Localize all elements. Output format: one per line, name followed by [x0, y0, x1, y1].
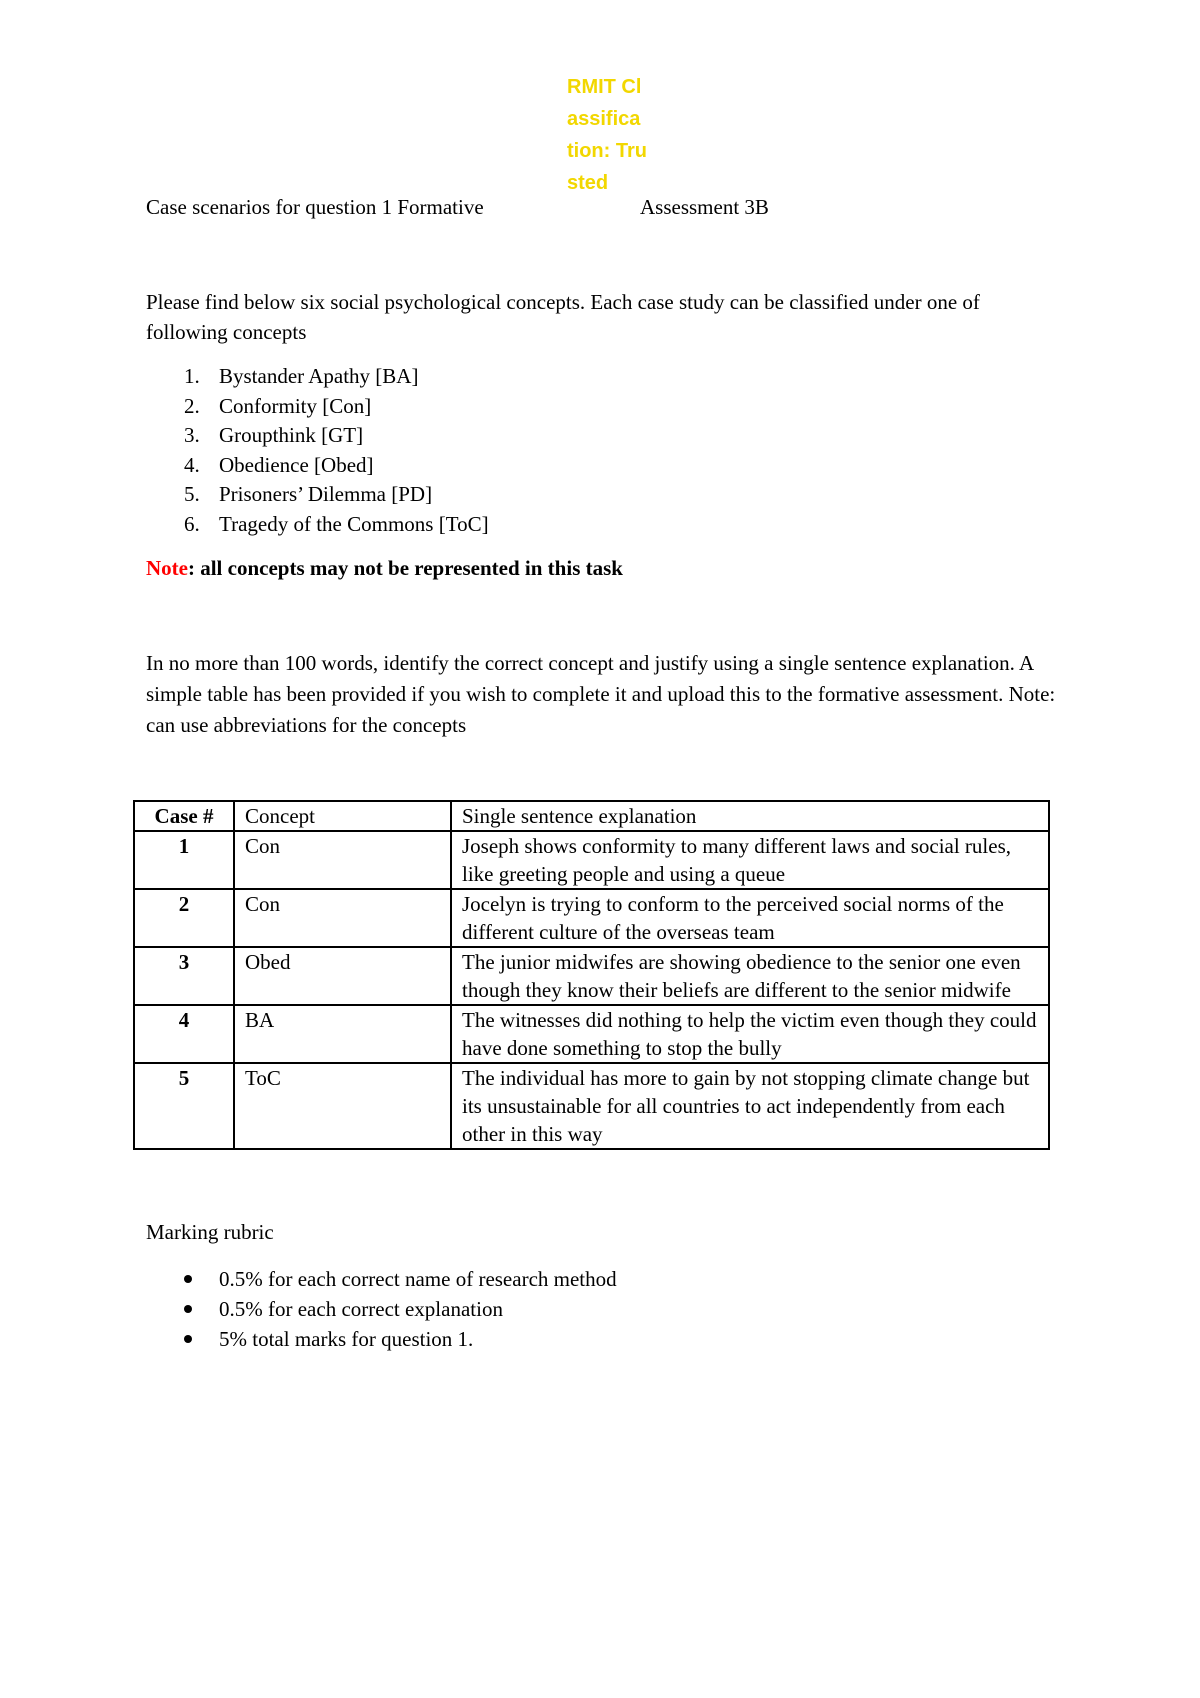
explanation-cell: Jocelyn is trying to conform to the perceived social norms of the different culture of the overseas team [451, 889, 1049, 947]
concept-number: 2. [184, 393, 200, 418]
instructions-paragraph: In no more than 100 words, identify the correct concept and justify using a single sentence explanation. A simple table has been provided if you wish to complete it and upload this to the formative assessment. Note: can use abbreviations for the concepts [146, 651, 1056, 737]
case-number-cell: 5 [134, 1063, 234, 1149]
table-header-row [134, 801, 1049, 831]
explanation-cell: The individual has more to gain by not stopping climate change but its unsustainable for all countries to act independently from each other in this way [451, 1063, 1049, 1149]
explanation-cell: Joseph shows conformity to many different laws and social rules, like greeting people and using a queue [451, 831, 1049, 889]
concept-label: Bystander Apathy [BA] [219, 364, 419, 388]
rubric-item [146, 1264, 617, 1294]
rubric-item-text: 5% total marks for question 1. [219, 1327, 474, 1351]
concept-label: Tragedy of the Commons [ToC] [219, 511, 489, 536]
case-number-cell: 1 [134, 831, 234, 889]
column-header-concept: Concept [234, 801, 451, 831]
concept-number: 4. [184, 452, 200, 477]
note-line [146, 555, 623, 582]
bullet-icon [184, 1275, 192, 1283]
case-number-cell: 3 [134, 947, 234, 1005]
concept-cell: Obed [234, 947, 451, 1005]
table-row [134, 831, 1049, 889]
classification-label: RMIT Classification: Trusted [567, 76, 647, 194]
rubric-item [146, 1324, 617, 1354]
bullet-icon [184, 1305, 192, 1313]
column-header-explanation: Single sentence explanation [451, 801, 1049, 831]
intro-paragraph: Please find below six social psychological concepts. Each case study can be classified under one of following concepts [146, 290, 980, 344]
note-label: Note [146, 556, 188, 580]
rubric-list [146, 1264, 617, 1354]
concept-label: Obedience [Obed] [219, 452, 374, 477]
rubric-item-text: 0.5% for each correct name of research method [219, 1267, 617, 1291]
concept-cell: Con [234, 889, 451, 947]
concept-item [146, 451, 489, 481]
case-number-cell: 2 [134, 889, 234, 947]
column-header-case: Case # [134, 801, 234, 831]
rubric-title: Marking rubric [146, 1220, 274, 1244]
concept-cell: ToC [234, 1063, 451, 1149]
table-row [134, 947, 1049, 1005]
bullet-icon [184, 1335, 192, 1343]
concept-item [146, 362, 489, 392]
concept-cell: BA [234, 1005, 451, 1063]
concept-number: 1. [184, 364, 200, 388]
concept-item [146, 510, 489, 540]
concept-label: Prisoners’ Dilemma [PD] [219, 482, 433, 506]
case-table [133, 800, 1050, 1150]
concept-number: 5. [184, 482, 200, 506]
concept-label: Groupthink [GT] [219, 423, 364, 447]
document-heading-suffix: Assessment 3B [640, 195, 769, 219]
concept-item [146, 392, 489, 422]
table-row [134, 889, 1049, 947]
concept-cell: Con [234, 831, 451, 889]
rubric-item [146, 1294, 617, 1324]
case-number-cell: 4 [134, 1005, 234, 1063]
note-text: : all concepts may not be represented in this task [187, 556, 623, 580]
concept-number: 3. [184, 423, 200, 447]
document-heading: Case scenarios for question 1 Formative [146, 195, 484, 219]
table-row [134, 1005, 1049, 1063]
table-row [134, 1063, 1049, 1149]
concept-item [146, 480, 489, 510]
explanation-cell: The junior midwifes are showing obedience to the senior one even though they know their beliefs are different to the senior midwife [451, 947, 1049, 1005]
concept-label: Conformity [Con] [219, 393, 372, 418]
explanation-cell: The witnesses did nothing to help the victim even though they could have done something to stop the bully [451, 1005, 1049, 1063]
concept-number: 6. [184, 511, 200, 536]
concept-list [146, 362, 489, 539]
concept-item [146, 421, 489, 451]
rubric-item-text: 0.5% for each correct explanation [219, 1297, 503, 1321]
